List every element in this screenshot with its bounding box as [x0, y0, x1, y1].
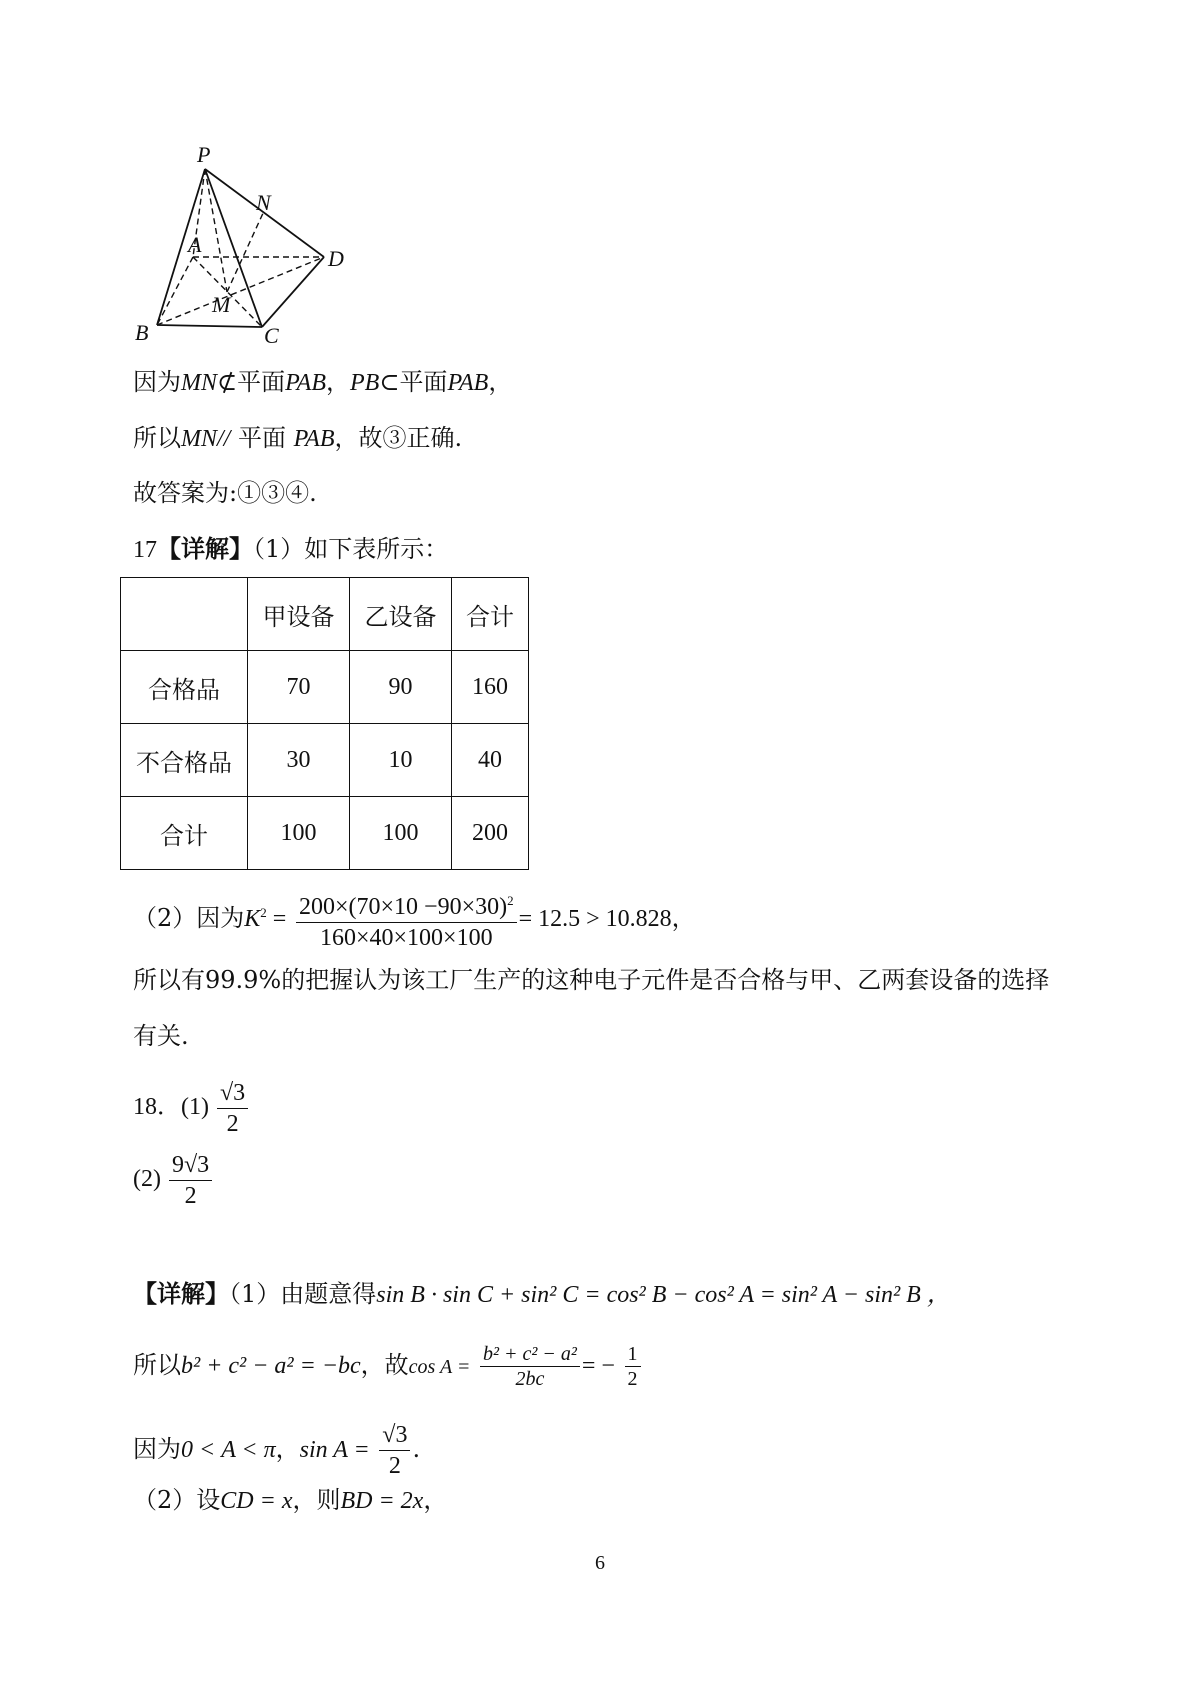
table-header-row [121, 578, 529, 651]
q18-fraction-2: $\frac{9√3}{2}$ [169, 1150, 212, 1211]
table-header-cell: 甲设备 [248, 578, 350, 651]
vertex-label-d: D [328, 246, 344, 271]
vertex-label-c: C [264, 323, 279, 348]
point-label-m: M [212, 292, 231, 317]
vertex-label-a: A [188, 232, 202, 257]
q18-answer-2: (2) $\frac{9√3}{2}$ [133, 1150, 214, 1211]
table-row-label: 合计 [121, 797, 248, 870]
cos-fraction: $\frac{\text{b² + c² − a²}}{2bc}$ [480, 1342, 580, 1391]
answer-line: 故答案为:①③④. [133, 479, 317, 507]
text-line-1: 因为MN⊄平面PAB，PB⊂平面PAB， [133, 368, 513, 396]
page-number: 6 [595, 1552, 605, 1574]
q18-fraction-1: $\frac{√3}{2}$ [217, 1078, 248, 1139]
point-label-n: N [256, 190, 271, 215]
table-cell: 40 [452, 724, 529, 797]
question-17-heading: 17【详解】（1）如下表所示： [133, 534, 449, 563]
table-header-cell: 乙设备 [350, 578, 452, 651]
table-row [121, 797, 529, 870]
table-cell: 10 [350, 724, 452, 797]
detail-line-1: 【详解】（1）由题意得sin B · sin C + sin² C = cos² B − cos² A = sin² A − sin² B ， [133, 1279, 951, 1308]
conclusion-line-1: 所以有99.9%的把握认为该工厂生产的这种电子元件是否合格与甲、乙两套设备的选择 [133, 966, 1050, 994]
table-cell: 100 [350, 797, 452, 870]
q18-answer-1: 18．(1) $\frac{√3}{2}$ [133, 1078, 250, 1139]
table-cell: 160 [452, 651, 529, 724]
detail-line-4: （2）设CD = x，则BD = 2x， [133, 1486, 448, 1514]
detail-line-3: 因为0 < A < π，sin A = $\frac{√3}{2}$ . [133, 1422, 421, 1479]
table-row-label: 不合格品 [121, 724, 248, 797]
pyramid-figure [120, 140, 360, 350]
table-cell [121, 578, 248, 651]
table-row [121, 651, 529, 724]
table-cell: 70 [248, 651, 350, 724]
table-cell: 30 [248, 724, 350, 797]
table-row [121, 724, 529, 797]
chi-square-fraction: $\frac{200\times(70\times 10 -90\times 30)^2}{160\times 40\times 100\times 100}$ [296, 886, 517, 953]
table-cell: 100 [248, 797, 350, 870]
table-header-cell: 合计 [452, 578, 529, 651]
vertex-label-b: B [135, 320, 149, 345]
sin-fraction: $\frac{√3}{2}$ [379, 1420, 410, 1481]
table-row-label: 合格品 [121, 651, 248, 724]
half-fraction: $\frac{1}{2}$ [625, 1342, 641, 1391]
detail-line-2: 所以b² + c² − a² = −bc，故cos A = $\frac{\text{b² + c² − a²}}{2bc}$ = − $\frac{1}{2}$ [133, 1342, 643, 1391]
vertex-label-p: P [197, 142, 211, 167]
conclusion-line-2: 有关. [133, 1022, 189, 1050]
table-cell: 90 [350, 651, 452, 724]
text-line-2: 所以MN// 平面 PAB，故③正确. [133, 424, 463, 452]
contingency-table [120, 577, 529, 870]
table-cell: 200 [452, 797, 529, 870]
chi-square-formula: （2）因为$K^2$ = $\frac{200\times(70\times 10 -90\times 30)^2}{160\times 40\times 100\times 100}$ = 12.5 > 10.828， [133, 886, 696, 953]
